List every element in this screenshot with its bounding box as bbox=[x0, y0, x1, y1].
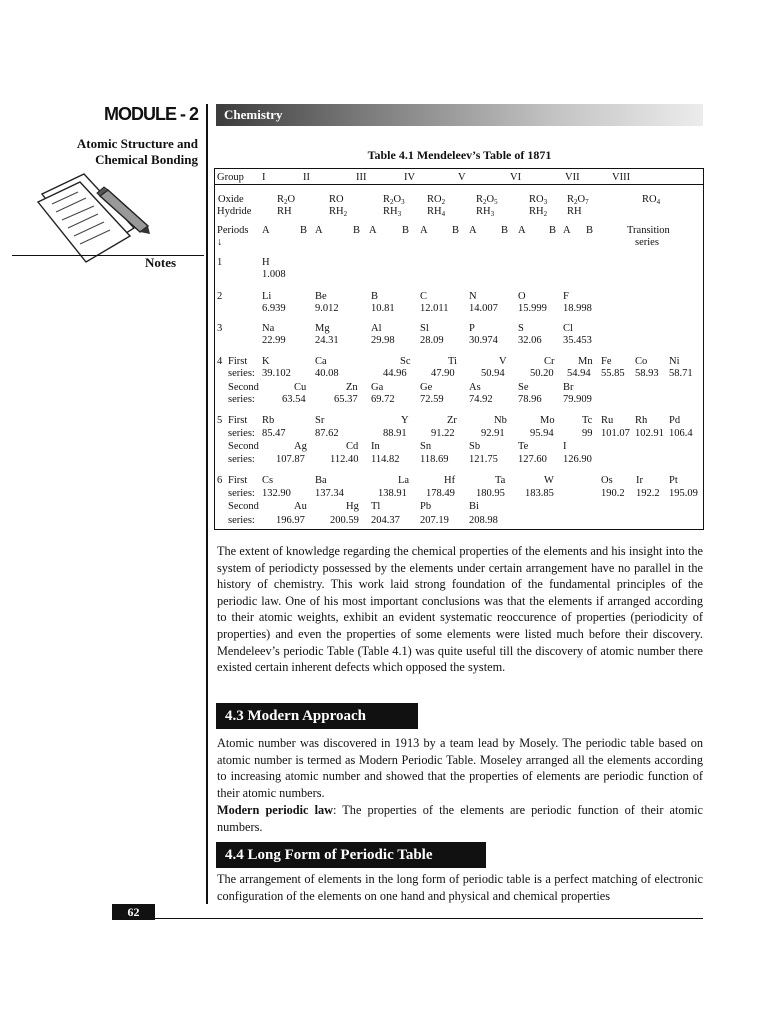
sidebar-title-line-1: Atomic Structure and bbox=[76, 136, 198, 151]
element-symbol: K bbox=[262, 356, 270, 367]
module-title: MODULE - 2 bbox=[104, 104, 199, 124]
element-symbol: La bbox=[398, 475, 410, 486]
element-symbol: Cl bbox=[563, 323, 573, 334]
atomic-weight: 190.2 bbox=[601, 488, 625, 499]
series-label: series: bbox=[228, 488, 255, 499]
atomic-weight: 55.85 bbox=[601, 368, 625, 379]
element-symbol: Ag bbox=[294, 441, 307, 452]
oxide-label: Oxide bbox=[218, 194, 244, 205]
element-symbol: Co bbox=[635, 356, 648, 367]
down-arrow-icon: ↓ bbox=[217, 237, 223, 248]
element-symbol: V bbox=[499, 356, 507, 367]
atomic-weight: 92.91 bbox=[481, 428, 505, 439]
series-label: series: bbox=[228, 454, 255, 465]
atomic-weight: 22.99 bbox=[262, 335, 286, 346]
atomic-weight: 127.60 bbox=[518, 454, 547, 465]
sidebar-title-line-2: Chemical Bonding bbox=[95, 152, 198, 167]
atomic-weight: 99 bbox=[582, 428, 593, 439]
second-series-label: Second bbox=[228, 441, 259, 452]
element-symbol: Ta bbox=[495, 475, 506, 486]
atomic-weight: 204.37 bbox=[371, 515, 400, 526]
subgroup-b: B bbox=[353, 225, 361, 236]
element-symbol: Sn bbox=[420, 441, 432, 452]
element-symbol: Mg bbox=[315, 323, 330, 334]
atomic-weight: 85.47 bbox=[262, 428, 286, 439]
notes-pencil-icon bbox=[36, 168, 152, 269]
atomic-weight: 207.19 bbox=[420, 515, 449, 526]
element-symbol: Al bbox=[371, 323, 382, 334]
atomic-weight: 9.012 bbox=[315, 303, 339, 314]
element-symbol: H bbox=[262, 257, 270, 268]
table-header-rule bbox=[214, 184, 704, 185]
element-symbol: O bbox=[518, 291, 526, 302]
element-symbol: Fe bbox=[601, 356, 612, 367]
atomic-weight: 126.90 bbox=[563, 454, 592, 465]
atomic-weight: 79.909 bbox=[563, 394, 592, 405]
atomic-weight: 47.90 bbox=[431, 368, 455, 379]
second-series-label: Second bbox=[228, 382, 259, 393]
oxide-formula: $R_2O_7$ bbox=[567, 194, 589, 206]
atomic-weight: 30.974 bbox=[469, 335, 498, 346]
element-symbol: N bbox=[469, 291, 477, 302]
atomic-weight: 6.939 bbox=[262, 303, 286, 314]
subgroup-a: A bbox=[315, 225, 323, 236]
element-symbol: Cu bbox=[294, 382, 307, 393]
modern-periodic-law bbox=[217, 802, 703, 835]
atomic-weight: 40.08 bbox=[315, 368, 339, 379]
atomic-weight: 14.007 bbox=[469, 303, 498, 314]
transition-series-label: series bbox=[635, 237, 659, 248]
group-i: I bbox=[262, 172, 266, 183]
atomic-weight: 192.2 bbox=[636, 488, 660, 499]
oxide-formula: $RO_4$ bbox=[642, 194, 661, 206]
subgroup-a: A bbox=[420, 225, 428, 236]
element-symbol: I bbox=[563, 441, 567, 452]
element-symbol: Y bbox=[401, 415, 409, 426]
subgroup-b: B bbox=[549, 225, 557, 236]
series-label: series: bbox=[228, 428, 255, 439]
element-symbol: S bbox=[518, 323, 524, 334]
element-symbol: Ca bbox=[315, 356, 327, 367]
subject-label: Chemistry bbox=[224, 107, 283, 122]
element-symbol: Ge bbox=[420, 382, 433, 393]
atomic-weight: 24.31 bbox=[315, 335, 339, 346]
atomic-weight: 107.87 bbox=[276, 454, 305, 465]
element-symbol: Os bbox=[601, 475, 613, 486]
element-symbol: Ga bbox=[371, 382, 384, 393]
body-paragraph: Atomic number was discovered in 1913 by a team lead by Mosely. The periodic table based on atomic number is termed as Modern Periodic Table. Moseley arranged all the elements according to increasing atomic number and showed that the properties of elements are periodic function of their atomic numbers. bbox=[217, 736, 703, 800]
element-symbol: Cd bbox=[346, 441, 359, 452]
subgroup-a: A bbox=[369, 225, 377, 236]
element-symbol: Zr bbox=[447, 415, 457, 426]
series-label: series: bbox=[228, 368, 255, 379]
element-symbol: Ti bbox=[448, 356, 457, 367]
element-symbol: Rh bbox=[635, 415, 648, 426]
law-label: Modern periodic law bbox=[217, 803, 334, 817]
element-symbol: Mn bbox=[578, 356, 593, 367]
hydride-formula: $RH_3$ bbox=[383, 206, 402, 218]
body-paragraph: The arrangement of elements in the long form of periodic table is a perfect matching of electronic configuration of the elements on one hand and physical and chemical properties bbox=[217, 872, 703, 903]
element-symbol: Ni bbox=[669, 356, 680, 367]
element-symbol: Pb bbox=[420, 501, 432, 512]
group-vi: VI bbox=[510, 172, 522, 183]
element-symbol: B bbox=[371, 291, 379, 302]
first-series-label: First bbox=[228, 475, 248, 486]
atomic-weight: 65.37 bbox=[334, 394, 358, 405]
element-symbol: Sb bbox=[469, 441, 481, 452]
group-v: V bbox=[458, 172, 466, 183]
atomic-weight: 28.09 bbox=[420, 335, 444, 346]
element-symbol: W bbox=[544, 475, 554, 486]
period-number: 2 bbox=[217, 291, 223, 302]
element-symbol: Se bbox=[518, 382, 529, 393]
element-symbol: Cs bbox=[262, 475, 274, 486]
hydride-formula: $RH_4$ bbox=[427, 206, 446, 218]
element-symbol: Tc bbox=[582, 415, 593, 426]
period-number: 5 bbox=[217, 415, 223, 426]
atomic-weight: 74.92 bbox=[469, 394, 493, 405]
atomic-weight: 121.75 bbox=[469, 454, 498, 465]
subject-banner bbox=[216, 104, 703, 126]
section-heading-modern-approach: 4.3 Modern Approach bbox=[216, 703, 418, 729]
atomic-weight: 132.90 bbox=[262, 488, 291, 499]
atomic-weight: 39.102 bbox=[262, 368, 291, 379]
body-paragraph: The extent of knowledge regarding the chemical properties of the elements and his insight into the system of periodicty possessed by the elements under certain arrangement have no parallel in the history of chemistry. This work laid strong foundation of the fundamental principles of the periodic law. One of his most important conclusions was that the elements if arranged according to their atomic weights, exhibit an evident systematic reoccurence of properties (periodicity of properties) and even the properties of some elements were listed much before their discovery. Mendeleev’s periodic Table (Table 4.1) was quite useful till the discovery of atomic number there existed certain inherent defects which opposed the system. bbox=[217, 544, 703, 675]
series-label: series: bbox=[228, 394, 255, 405]
oxide-formula: RO bbox=[329, 194, 344, 205]
element-symbol: Au bbox=[294, 501, 307, 512]
element-symbol: Tl bbox=[371, 501, 381, 512]
page-number: 62 bbox=[112, 904, 155, 920]
group-ii: II bbox=[303, 172, 310, 183]
atomic-weight: 195.09 bbox=[669, 488, 698, 499]
atomic-weight: 10.81 bbox=[371, 303, 395, 314]
subgroup-b: B bbox=[501, 225, 509, 236]
footer-rule bbox=[155, 918, 703, 919]
hydride-label: Hydride bbox=[217, 206, 252, 217]
atomic-weight: 44.96 bbox=[383, 368, 407, 379]
atomic-weight: 58.93 bbox=[635, 368, 659, 379]
oxide-formula: $RO_3$ bbox=[529, 194, 548, 206]
hydride-formula: $RH_2$ bbox=[529, 206, 548, 218]
atomic-weight: 88.91 bbox=[383, 428, 407, 439]
element-symbol: Bi bbox=[469, 501, 479, 512]
atomic-weight: 101.07 bbox=[601, 428, 630, 439]
subgroup-b: B bbox=[586, 225, 594, 236]
hydride-formula: $RH_2$ bbox=[329, 206, 348, 218]
subgroup-b: B bbox=[452, 225, 460, 236]
atomic-weight: 69.72 bbox=[371, 394, 395, 405]
element-symbol: Ba bbox=[315, 475, 327, 486]
atomic-weight: 35.453 bbox=[563, 335, 592, 346]
element-symbol: Pd bbox=[669, 415, 681, 426]
atomic-weight: 15.999 bbox=[518, 303, 547, 314]
element-symbol: Sl bbox=[420, 323, 429, 334]
element-symbol: Sc bbox=[400, 356, 411, 367]
atomic-weight: 54.94 bbox=[567, 368, 591, 379]
oxide-formula: $RO_2$ bbox=[427, 194, 446, 206]
element-symbol: Hg bbox=[346, 501, 359, 512]
period-number: 4 bbox=[217, 356, 223, 367]
atomic-weight: 183.85 bbox=[525, 488, 554, 499]
atomic-weight: 114.82 bbox=[371, 454, 400, 465]
element-symbol: Te bbox=[518, 441, 529, 452]
element-symbol: Li bbox=[262, 291, 272, 302]
atomic-weight: 1.008 bbox=[262, 269, 286, 280]
atomic-weight: 138.91 bbox=[378, 488, 407, 499]
element-symbol: In bbox=[371, 441, 380, 452]
atomic-weight: 137.34 bbox=[315, 488, 344, 499]
element-symbol: Mo bbox=[540, 415, 555, 426]
oxide-formula: $R_2O_3$ bbox=[383, 194, 405, 206]
period-number: 6 bbox=[217, 475, 223, 486]
element-symbol: Nb bbox=[494, 415, 507, 426]
notes-label: Notes bbox=[145, 255, 177, 270]
element-symbol: F bbox=[563, 291, 569, 302]
atomic-weight: 196.97 bbox=[276, 515, 305, 526]
atomic-weight: 200.59 bbox=[330, 515, 359, 526]
group-iii: III bbox=[356, 172, 367, 183]
hydride-formula: RH bbox=[567, 206, 582, 217]
subgroup-a: A bbox=[563, 225, 571, 236]
subgroup-a: A bbox=[469, 225, 477, 236]
periods-label: Periods bbox=[217, 225, 249, 236]
atomic-weight: 118.69 bbox=[420, 454, 449, 465]
atomic-weight: 91.22 bbox=[431, 428, 455, 439]
first-series-label: First bbox=[228, 415, 248, 426]
margin-rule bbox=[206, 104, 208, 904]
element-symbol: Cr bbox=[544, 356, 555, 367]
element-symbol: Ru bbox=[601, 415, 614, 426]
atomic-weight: 29.98 bbox=[371, 335, 395, 346]
atomic-weight: 87.62 bbox=[315, 428, 339, 439]
element-symbol: Br bbox=[563, 382, 574, 393]
atomic-weight: 78.96 bbox=[518, 394, 542, 405]
period-number: 1 bbox=[217, 257, 223, 268]
atomic-weight: 72.59 bbox=[420, 394, 444, 405]
atomic-weight: 112.40 bbox=[330, 454, 359, 465]
element-symbol: Zn bbox=[346, 382, 358, 393]
element-symbol: C bbox=[420, 291, 428, 302]
element-symbol: Rb bbox=[262, 415, 275, 426]
mendeleev-table bbox=[214, 168, 704, 530]
subgroup-a: A bbox=[518, 225, 526, 236]
atomic-weight: 95.94 bbox=[530, 428, 554, 439]
section-heading-long-form: 4.4 Long Form of Periodic Table bbox=[216, 842, 486, 868]
oxide-formula: $R_2O$ bbox=[277, 194, 296, 206]
atomic-weight: 12.011 bbox=[420, 303, 449, 314]
element-symbol: Na bbox=[262, 323, 275, 334]
group-iv: IV bbox=[404, 172, 416, 183]
second-series-label: Second bbox=[228, 501, 259, 512]
element-symbol: Pt bbox=[669, 475, 678, 486]
transition-label: Transition bbox=[627, 225, 670, 236]
first-series-label: First bbox=[228, 356, 248, 367]
hydride-formula: RH bbox=[277, 206, 292, 217]
element-symbol: Be bbox=[315, 291, 327, 302]
atomic-weight: 50.20 bbox=[530, 368, 554, 379]
atomic-weight: 50.94 bbox=[481, 368, 505, 379]
atomic-weight: 58.71 bbox=[669, 368, 693, 379]
element-symbol: Hf bbox=[444, 475, 456, 486]
element-symbol: P bbox=[469, 323, 475, 334]
sidebar-title bbox=[30, 136, 198, 168]
subgroup-b: B bbox=[402, 225, 410, 236]
group-label: Group bbox=[217, 172, 244, 183]
law-text: : The properties of the elements are periodic function of their atomic numbers. bbox=[217, 803, 703, 834]
atomic-weight: 63.54 bbox=[282, 394, 306, 405]
group-viii: VIII bbox=[612, 172, 631, 183]
atomic-weight: 178.49 bbox=[426, 488, 455, 499]
subgroup-a: A bbox=[262, 225, 270, 236]
atomic-weight: 208.98 bbox=[469, 515, 498, 526]
atomic-weight: 32.06 bbox=[518, 335, 542, 346]
atomic-weight: 102.91 bbox=[635, 428, 664, 439]
period-number: 3 bbox=[217, 323, 223, 334]
atomic-weight: 106.4 bbox=[669, 428, 693, 439]
hydride-formula: $RH_3$ bbox=[476, 206, 495, 218]
group-vii: VII bbox=[565, 172, 580, 183]
table-title: Table 4.1 Mendeleev’s Table of 1871 bbox=[367, 148, 552, 162]
atomic-weight: 18.998 bbox=[563, 303, 592, 314]
element-symbol: Sr bbox=[315, 415, 325, 426]
series-label: series: bbox=[228, 515, 255, 526]
oxide-formula: $R_2O_5$ bbox=[476, 194, 498, 206]
element-symbol: As bbox=[469, 382, 481, 393]
atomic-weight: 180.95 bbox=[476, 488, 505, 499]
subgroup-b: B bbox=[300, 225, 308, 236]
element-symbol: Ir bbox=[636, 475, 643, 486]
